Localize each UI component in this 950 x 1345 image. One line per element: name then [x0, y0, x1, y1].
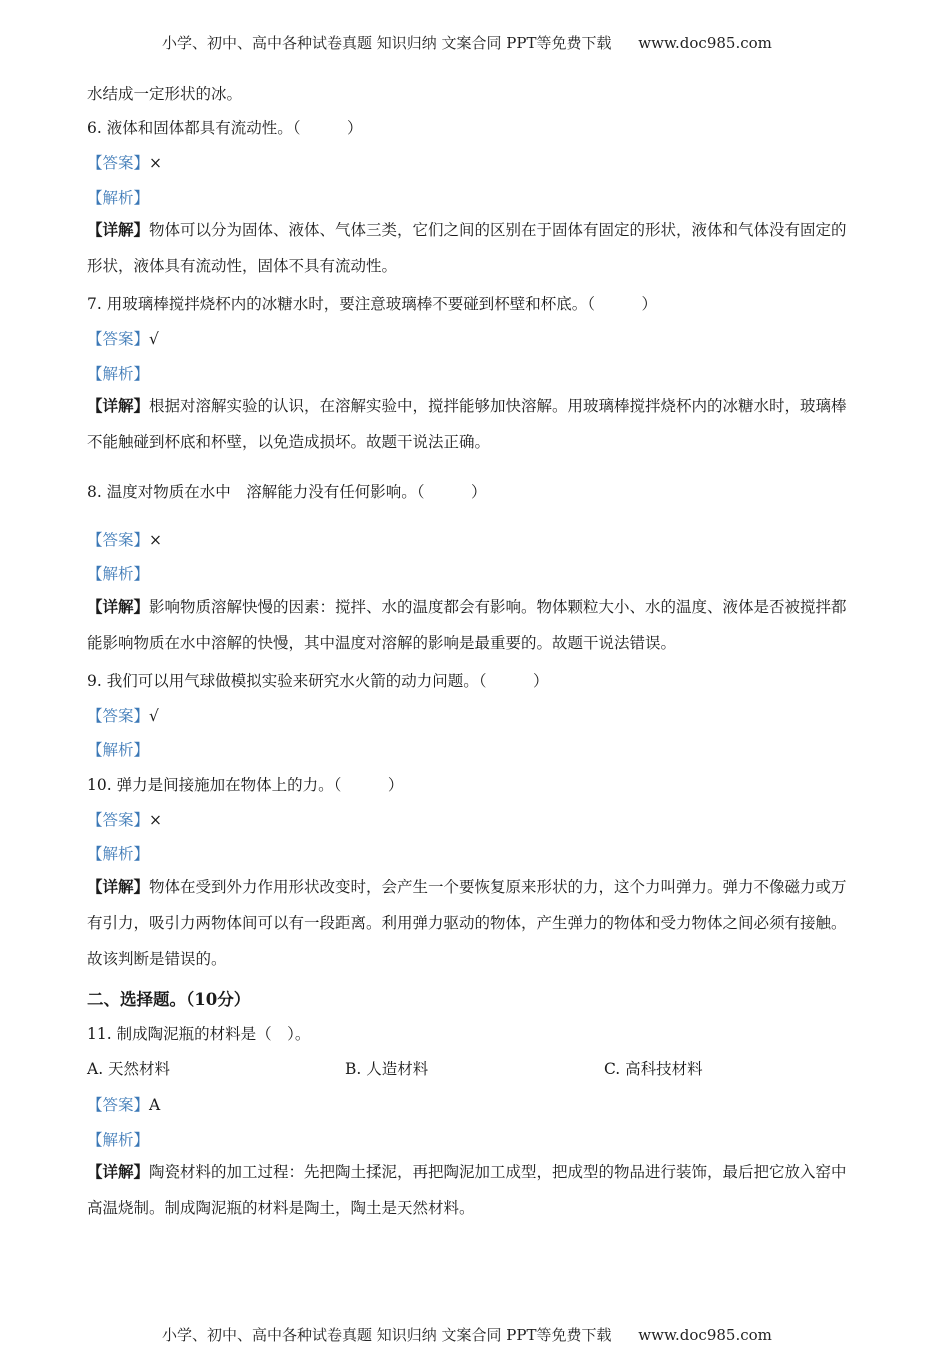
q6-detail-text: 物体可以分为固体、液体、气体三类，它们之间的区别在于固体有固定的形状，液体和气体没有固定的形状，液体具有流动性，固体不具有流动性。 — [87, 221, 847, 275]
lead-line: 水结成一定形状的冰。 — [87, 85, 243, 103]
q11-detail-text: 陶瓷材料的加工过程：先把陶土揉泥，再把陶泥加工成型，把成型的物品进行装饰，最后把它放入窑中高温烧制。制成陶泥瓶的材料是陶土，陶土是天然材料。 — [87, 1163, 847, 1217]
q11-detail — [87, 1154, 859, 1226]
q11-option-b: B. 人造材料 — [345, 1060, 429, 1078]
q7-answer: √ — [149, 330, 159, 348]
answer-label: 【答案】 — [87, 330, 150, 348]
q7-detail-text: 根据对溶解实验的认识，在溶解实验中，搅拌能够加快溶解。用玻璃棒搅拌烧杯内的冰糖水时，玻璃棒不能触碰到杯底和杯壁，以免造成损坏。故题干说法正确。 — [87, 397, 847, 451]
answer-label: 【答案】 — [87, 154, 150, 172]
detail-label: 【详解】 — [87, 1162, 150, 1181]
header-url: www.doc985.com — [638, 34, 772, 52]
answer-label: 【答案】 — [87, 1096, 150, 1114]
q6-question: 6. 液体和固体都具有流动性。（ ） — [87, 119, 363, 137]
answer-label: 【答案】 — [87, 811, 150, 829]
q7-detail — [87, 388, 859, 460]
q9-question: 9. 我们可以用气球做模拟实验来研究水火箭的动力问题。（ ） — [87, 672, 549, 690]
q10-question: 10. 弹力是间接施加在物体上的力。（ ） — [87, 776, 404, 794]
q8-question: 8. 温度对物质在水中 溶解能力没有任何影响。（ ） — [87, 483, 487, 501]
q7-analysis-label: 【解析】 — [87, 365, 150, 383]
q9-answer: √ — [149, 707, 159, 725]
detail-label: 【详解】 — [87, 396, 150, 415]
q6-analysis-label: 【解析】 — [87, 189, 150, 207]
q10-detail-text: 物体在受到外力作用形状改变时，会产生一个要恢复原来形状的力，这个力叫弹力。弹力不像磁力或万有引力，吸引力两物体间可以有一段距离。利用弹力驱动的物体，产生弹力的物体和受力物体之间必须有接触。故该判断是错误的。 — [87, 878, 847, 968]
q8-answer: × — [149, 531, 163, 549]
footer-text: 小学、初中、高中各种试卷真题 知识归纳 文案合同 PPT等免费下载 — [162, 1326, 612, 1344]
q8-analysis-label: 【解析】 — [87, 565, 150, 583]
q10-answer-row — [87, 808, 162, 830]
page-footer — [162, 1324, 772, 1345]
q6-detail — [87, 212, 859, 284]
q6-answer-row — [87, 151, 162, 173]
q10-detail — [87, 869, 859, 977]
q9-answer-row — [87, 704, 159, 726]
answer-label: 【答案】 — [87, 531, 150, 549]
detail-label: 【详解】 — [87, 220, 150, 239]
detail-label: 【详解】 — [87, 597, 150, 616]
answer-label: 【答案】 — [87, 707, 150, 725]
header-text: 小学、初中、高中各种试卷真题 知识归纳 文案合同 PPT等免费下载 — [162, 34, 612, 52]
q8-detail-text: 影响物质溶解快慢的因素：搅拌、水的温度都会有影响。物体颗粒大小、水的温度、液体是否被搅拌都能影响物质在水中溶解的快慢，其中温度对溶解的影响是最重要的。故题干说法错误。 — [87, 598, 847, 652]
q8-answer-row — [87, 528, 162, 550]
q11-option-a: A. 天然材料 — [87, 1060, 171, 1078]
q11-answer: A — [149, 1096, 161, 1114]
q10-analysis-label: 【解析】 — [87, 845, 150, 863]
q8-detail — [87, 589, 859, 661]
q11-answer-row — [87, 1093, 160, 1115]
q7-question: 7. 用玻璃棒搅拌烧杯内的冰糖水时，要注意玻璃棒不要碰到杯壁和杯底。（ ） — [87, 295, 657, 313]
detail-label: 【详解】 — [87, 877, 150, 896]
q11-option-c: C. 高科技材料 — [604, 1060, 703, 1078]
q7-answer-row — [87, 327, 159, 349]
q9-analysis-label: 【解析】 — [87, 741, 150, 759]
footer-url: www.doc985.com — [638, 1326, 772, 1344]
q11-analysis-label: 【解析】 — [87, 1131, 150, 1149]
section-2-title: 二、选择题。（10分） — [87, 990, 251, 1009]
page-header — [162, 32, 772, 53]
q6-answer: × — [149, 154, 163, 172]
q10-answer: × — [149, 811, 163, 829]
q11-question: 11. 制成陶泥瓶的材料是（ ）。 — [87, 1025, 311, 1043]
